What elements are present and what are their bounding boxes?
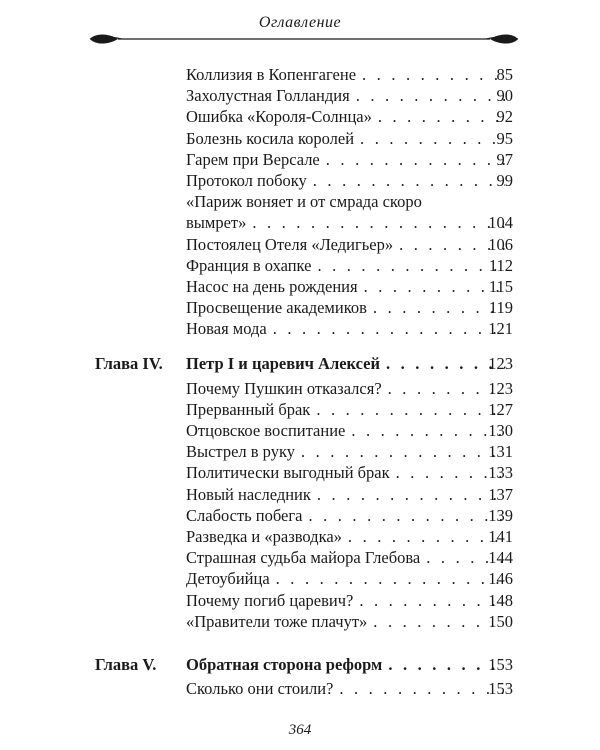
page-number: 141 [488,526,513,546]
page-number: 153 [488,654,513,674]
dot-leader [313,170,505,191]
toc-entry[interactable]: Прерванный брак . . . 127 [0,399,600,420]
dot-leader [273,318,505,339]
dot-leader [351,420,505,441]
page-number: 106 [488,234,513,254]
chapter-heading-4[interactable] [0,353,600,374]
page-number: 92 [496,107,513,127]
toc-entry[interactable]: Постоялец Отеля «Ледигьер» . . . 106 [0,234,600,255]
toc-entry[interactable]: Страшная судьба майора Глебова . . . 144 [0,547,600,568]
toc-entry[interactable]: Насос на день рождения . . . 115 [0,276,600,297]
dot-leader [317,484,505,505]
toc-entry-line2[interactable]: вымрет» . . . 104 [0,212,600,233]
toc-entry[interactable]: Ошибка «Короля-Солнца» . . . 92 [0,106,600,127]
dot-leader [252,212,505,233]
page-number: 137 [488,484,513,504]
toc-entry[interactable]: Политически выгодный брак . . . 133 [0,462,600,483]
page-number: 99 [496,170,513,190]
dot-leader [301,441,505,462]
toc-entry[interactable]: Выстрел в руку . . . 131 [0,441,600,462]
toc-entry[interactable]: Слабость побега . . . 139 [0,505,600,526]
page-folio: 364 [288,722,312,738]
dot-leader [308,505,505,526]
page-number: 144 [488,548,513,568]
dot-leader [317,255,505,276]
toc-entry[interactable]: Почему Пушкин отказался? . . . 123 [0,378,600,399]
toc-entry[interactable]: Франция в охапке . . . 112 [0,255,600,276]
toc-entry[interactable]: «Правители тоже плачут» . . . 150 [0,611,600,632]
toc-entry[interactable]: Просвещение академиков . . . 119 [0,297,600,318]
page-number: 115 [488,276,513,296]
table-of-contents [0,64,600,699]
page-number: 123 [488,378,513,398]
toc-entry[interactable]: Коллизия в Копенгагене . . . 85 [0,64,600,85]
page-number: 90 [496,86,513,106]
ornamental-rule-icon [88,30,520,48]
toc-entry[interactable]: Разведка и «разводка» . . . 141 [0,526,600,547]
page-number: 112 [488,255,513,275]
dot-leader [276,568,505,589]
dot-leader [348,526,505,547]
chapter-label: Глава V. [95,654,157,674]
page-number: 85 [496,65,513,84]
toc-entry[interactable]: Почему погиб царевич? . . . 148 [0,590,600,611]
page-number: 127 [488,399,513,419]
toc-entry[interactable]: Протокол побоку . . . 99 [0,170,600,191]
toc-entry[interactable]: Новая мода . . . 121 [0,318,600,339]
page-number: 95 [496,128,513,148]
toc-entry[interactable]: Отцовское воспитание . . . 130 [0,420,600,441]
dot-leader [316,399,505,420]
dot-leader [326,149,505,170]
page-number: 104 [488,213,513,233]
toc-entry[interactable]: Гарем при Версале . . . 97 [0,149,600,170]
page-number: 139 [488,505,513,525]
chapter-heading-5[interactable] [0,654,600,675]
page-number: 119 [488,298,513,318]
page-number: 130 [488,421,513,440]
toc-entry-line1[interactable]: «Париж воняет и от смрада скоро [186,192,422,212]
page-number: 131 [488,442,513,462]
chapter-label: Глава IV. [95,354,163,374]
chapter-title: Обратная сторона реформ [186,654,383,674]
chapter-title: Петр I и царевич Алексей [186,354,380,374]
page-number: 146 [488,569,513,589]
dot-leader [339,678,505,699]
toc-entry[interactable]: Сколько они стоили? . . . 153 [0,678,600,699]
page-number: 97 [496,149,513,169]
toc-entry[interactable]: Захолустная Голландия . . . 90 [0,85,600,106]
toc-entry[interactable]: Детоубийца . . . 146 [0,568,600,589]
page-number: 123 [488,354,513,374]
page-number: 150 [488,611,513,631]
toc-entry[interactable]: Болезнь косила королей . . . 95 [0,128,600,149]
toc-entry[interactable]: Новый наследник . . . 137 [0,484,600,505]
page-number: 121 [488,319,513,339]
page-number: 148 [488,590,513,610]
page-number: 153 [488,679,513,699]
page-number: 133 [488,463,513,483]
running-title: Оглавление [258,14,342,31]
